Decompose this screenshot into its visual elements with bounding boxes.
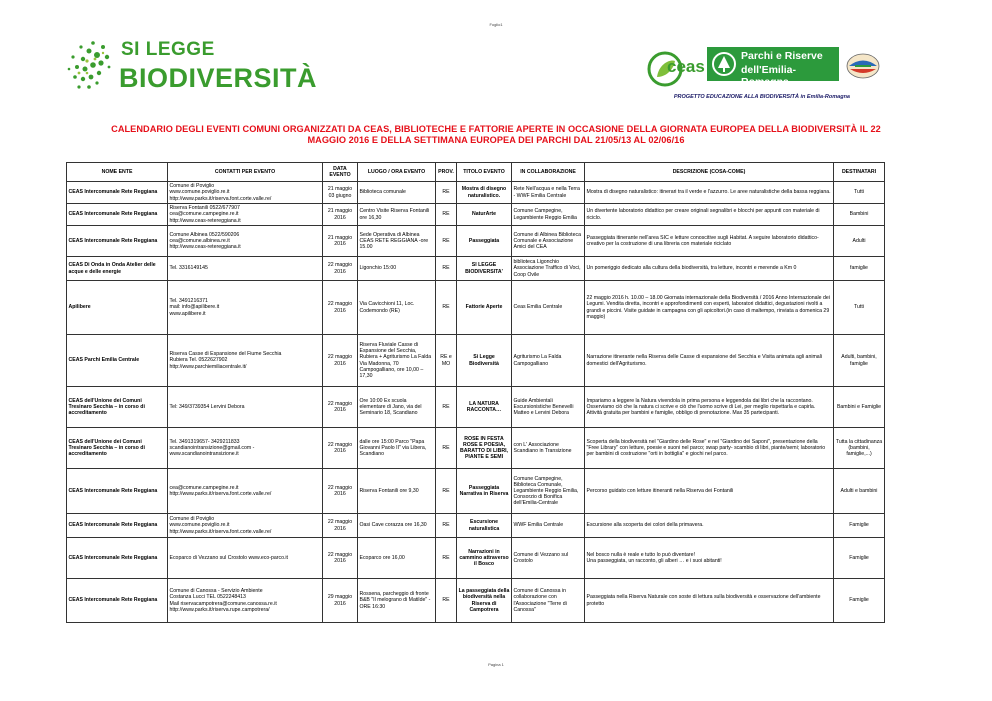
col-header: DATA EVENTO [323,163,358,182]
table-row [67,514,885,538]
region-emblem-icon [845,51,881,81]
cell-dest: Famiglie [834,579,885,623]
cell-descr: 22 maggio 2016 h. 10.00 – 18.00 Giornata internazionale della Biodiversità / 2016 Anno Internazionale dei Legumi. Vendita diretta, incontri e approfondimenti con esperti, laboratori didattici, degustazioni rivolti a grandi e piccini. Visite guidate in campagna con gli apicoltori.(in caso di maltempo, rinviata a domenica 29 maggio) [585,281,834,335]
cell-titolo: La passeggiata della biodiversità nella Riserva di Campotrera [457,579,512,623]
cell-prov: RE [436,204,457,226]
logo-text-si-legge: SI LEGGE [121,39,215,60]
cell-dest: Adulti e bambini [834,469,885,514]
cell-dest: Tutti [834,182,885,204]
table-row [67,428,885,469]
cell-luogo: Ecoparco ore 16,00 [358,538,436,579]
cell-titolo: Passeggiata [457,226,512,257]
cell-titolo: Si Legge Biodiversità [457,335,512,387]
cell-collab: Comune di Albinea Biblioteca Comunale e Associazione Amici del CEA [512,226,585,257]
cell-contatti: cea@comune.campegine.re.it http://www.parks.it/riserva.font.corte.valle.re/ [168,469,323,514]
table-row [67,204,885,226]
cell-luogo: Oasi Cave corazza ore 16,30 [358,514,436,538]
events-table [66,162,885,623]
cell-prov: RE e MO [436,335,457,387]
cell-ente: CEAS dell'Unione dei Comuni Tresinaro Secchia – in corso di accreditamento [67,387,168,428]
cell-collab: WWF Emilia Centrale [512,514,585,538]
cell-descr: Un pomeriggio dedicato alla cultura della biodiversità, tra letture, incontri e merende a Km 0 [585,257,834,281]
cell-luogo: Centro Visite Riserva Fontanili ore 16,30 [358,204,436,226]
cell-prov: RE [436,538,457,579]
cell-contatti: Tel. 3491216371 mail: info@apilibere.it www.apilibere.it [168,281,323,335]
cell-collab: Agriturismo La Falda Campogalliano [512,335,585,387]
title-line-2: MAGGIO 2016 E DELLA SETTIMANA EUROPEA DEI PARCHI DAL 21/05/13 AL 02/06/16 [307,135,685,145]
page-footer: Pagina 1 [488,662,504,667]
cell-contatti: Comune di Poviglio www.comune.poviglio.re.it http://www.parks.it/riserva.font.corte.valle.re/ [168,514,323,538]
cell-ente: CEAS Intercomunale Rete Reggiana [67,579,168,623]
cell-descr: Nel bosco nulla è reale e tutto lo può diventare! Una passeggiata, un racconto, gli alberi … e i suoi abitanti! [585,538,834,579]
cell-descr: Un divertente laboratorio didattico per creare originali segnalibri e blocchi per appunti con materiale di riciclo. [585,204,834,226]
cell-collab: Guide Ambientali Escursionistiche Benevelli Matteo e Lervini Debora [512,387,585,428]
cell-prov: RE [436,469,457,514]
cell-prov: RE [436,281,457,335]
cell-ente: CEAS Di Onda in Onda Atelier delle acque e delle energie [67,257,168,281]
parchi-logo [707,47,839,88]
cell-ente: CEAS Intercomunale Rete Reggiana [67,469,168,514]
si-legge-biodiversita-logo [63,33,318,103]
cell-luogo: dalle ore 15:00 Parco "Papa Giovanni Paolo II" via Libera, Scandiano [358,428,436,469]
cell-luogo: Ore 10:00 Ex scuola elementare di Jano, via del Seminario 18, Scandiano [358,387,436,428]
cell-luogo: Riserva Fluviale Casse di Espansione del Secchia, Rubiera + Agriturismo La Falda Via Madonna, 70 Campogalliano, ore 10,00 – 17,30 [358,335,436,387]
tree-icon [711,51,737,77]
cell-dest: Adulti, bambini, famiglie [834,335,885,387]
table-row [67,387,885,428]
page-title [60,124,932,146]
cell-ente: CEAS dell'Unione dei Comuni Tresinaro Secchia – in corso di accreditamento [67,428,168,469]
parchi-line1: Parchi e Riserve [741,50,823,62]
cell-ente: Apilibere [67,281,168,335]
cell-ente: CEAS Intercomunale Rete Reggiana [67,538,168,579]
col-header: DESTINATARI [834,163,885,182]
cell-ente: CEAS Parchi Emilia Centrale [67,335,168,387]
partner-logos [645,47,885,93]
cell-prov: RE [436,387,457,428]
table-row [67,538,885,579]
cell-contatti: Comune Albinea 0522/590206 cea@comune.albinea.re.it http://www.ceas-retereggiana.it [168,226,323,257]
cell-collab: Comune di Vezzano sul Crostolo [512,538,585,579]
cell-data: 22 maggio 2016 [323,538,358,579]
cell-luogo: Riserva Fontanili ore 9,30 [358,469,436,514]
cell-ente: CEAS Intercomunale Rete Reggiana [67,226,168,257]
cell-dest: Famiglie [834,514,885,538]
table-row [67,469,885,514]
table-row [67,335,885,387]
cell-prov: RE [436,514,457,538]
logo-text-biodiversita: BIODIVERSITÀ [119,63,318,93]
cell-descr: Passeggiata nella Riserva Naturale con soste di lettura sulla biodiversità e osservazione dell'ambiente protetto [585,579,834,623]
cell-contatti: Riserva Casse di Espansione del Fiume Secchia Rubiera Tel. 0522627902 http://www.parchiemiliacentrale.it/ [168,335,323,387]
col-header: DESCRIZIONE (COSA-COME) [585,163,834,182]
cell-collab: biblioteca Ligonchio Associazione Traffico di Voci, Coop Ovile [512,257,585,281]
ceas-logo-text: ceas [667,57,705,76]
cell-luogo: Rossena, parcheggio di fronte B&B "Il melograno di Matilde" - ORE 16:30 [358,579,436,623]
cell-luogo: Via Cavicchioni 11, Loc. Codemondo (RE) [358,281,436,335]
cell-data: 22 maggio 2016 [323,335,358,387]
table-row [67,226,885,257]
cell-prov: RE [436,226,457,257]
cell-prov: RE [436,579,457,623]
cell-collab: Comune Campegine, Legambiente Reggio Emilia [512,204,585,226]
col-header: LUOGO / ORA EVENTO [358,163,436,182]
cell-dest: Tutta la cittadinanza (bambini, famiglie,...) [834,428,885,469]
col-header: IN COLLABORAZIONE [512,163,585,182]
col-header: NOME ENTE [67,163,168,182]
table-row [67,281,885,335]
cell-descr: Percorso guidato con letture itineranti nella Riserva dei Fontanili [585,469,834,514]
cell-data: 21 maggio 2016 [323,204,358,226]
cell-titolo: NaturArte [457,204,512,226]
cell-data: 22 maggio 2016 [323,387,358,428]
cell-contatti: Tel: 349/3739354 Lervini Debora [168,387,323,428]
cell-titolo: Mostra di disegno naturalistico. [457,182,512,204]
cell-contatti: Ecoparco di Vezzano sul Crostolo www.eco-parco.it [168,538,323,579]
cell-collab: Comune di Canossa in collaborazione con l'Associazione "Terre di Canossa" [512,579,585,623]
table-row [67,579,885,623]
cell-descr: Scoperta della biodiversità nel "Giardino delle Rose" e nel "Giardino dei Saponi", presentazione della "Free Library" con letture, poesie e suoni nel parco; swap party- scambio di libri, piante/semi; laboratorio per bambini di costruzione "orti in bottiglia" e giochi nel parco. [585,428,834,469]
cell-contatti: Tel. 3316149145 [168,257,323,281]
cell-descr: Escursione alla scoperta dei colori della primavera. [585,514,834,538]
cell-titolo: SI LEGGE BIODIVERSITA' [457,257,512,281]
cell-data: 29 maggio 2016 [323,579,358,623]
cell-luogo: Ligonchio 15:00 [358,257,436,281]
table-row [67,257,885,281]
parchi-line2: dell'Emilia-Romagna [741,64,797,88]
cell-collab: Rete Nell'acqua e nella Terra - WWF Emilia Centrale [512,182,585,204]
cell-prov: RE [436,428,457,469]
cell-prov: RE [436,182,457,204]
col-header: TITOLO EVENTO [457,163,512,182]
cell-data: 21 maggio 03 giugno [323,182,358,204]
col-header: CONTATTI PER EVENTO [168,163,323,182]
project-label: PROGETTO EDUCAZIONE ALLA BIODIVERSITÀ in Emilia-Romagna [673,94,850,100]
cell-collab: Comune Campegine, Biblioteca Comunale, Legambiente Reggio Emilia, Consorzio di Bonifica dell'Emilia-Centrale [512,469,585,514]
table-row [67,182,885,204]
cell-titolo: ROSE IN FESTA ROSE E POESIA, BARATTO DI LIBRI, PIANTE E SEMI [457,428,512,469]
cell-data: 22 maggio 2016 [323,281,358,335]
cell-data: 22 maggio 2016 [323,514,358,538]
cell-contatti: Comune di Poviglio www.comune.poviglio.re.it http://www.parks.it/riserva.font.corte.valle.re/ [168,182,323,204]
table-header-row [67,163,885,182]
cell-dest: Adulti [834,226,885,257]
cell-contatti: Riserva Fontanili 0522/677907 cea@comune.campegine.re.it http://www.ceas-retereggiana.it [168,204,323,226]
cell-dest: famiglie [834,257,885,281]
cell-dest: Tutti [834,281,885,335]
cell-data: 22 maggio 2016 [323,469,358,514]
cell-collab: Ceas Emilia Centrale [512,281,585,335]
col-header: PROV. [436,163,457,182]
page-header: Foglio1 [489,22,503,27]
cell-ente: CEAS Intercomunale Rete Reggiana [67,514,168,538]
cell-luogo: Biblioteca comunale [358,182,436,204]
cell-titolo: Fattorie Aperte [457,281,512,335]
cell-descr: Passeggiata itinerante nell'area SIC e letture conoscitive sugli Habitat. A seguire laboratorio didattico-creativo per la costruzione di una libreria con materiale riciclato [585,226,834,257]
cell-contatti: Tel. 3491319657- 3429211833 scandianointransizione@gmail.com - www.scandianointransizione.it [168,428,323,469]
cell-ente: CEAS Intercomunale Rete Reggiana [67,204,168,226]
cell-data: 21 maggio 2016 [323,226,358,257]
cell-contatti: Comune di Canossa - Servizio Ambiente Costanza Lucci TEL 0522248413 Mail riservacampotrera@comune.canossa.re.it http://www.parks.it/riserva.rupe.campotrera/ [168,579,323,623]
cell-titolo: Passeggiata Narrativa in Riserva [457,469,512,514]
cell-dest: Bambini [834,204,885,226]
cell-prov: RE [436,257,457,281]
cell-ente: CEAS Intercomunale Rete Reggiana [67,182,168,204]
cell-luogo: Sede Operativa di Albinea CEAS RETE REGGIANA -ore 15.00 [358,226,436,257]
cell-titolo: Escursione naturalistica [457,514,512,538]
title-line-1: CALENDARIO DEGLI EVENTI COMUNI ORGANIZZATI DA CEAS, BIBLIOTECHE E FATTORIE APERTE IN OCCASIONE DELLA GIORNATA EUROPEA DELLA BIODIVERSITÀ IL 22 [111,124,881,134]
cell-descr: Mostra di disegno naturalistico: itinerari tra il verde e l'azzurro. Le aree naturalistiche della bassa reggiana. [585,182,834,204]
cell-descr: Impariamo a leggere la Natura vivendola in prima persona e leggendola dai libri che la raccontano. Osserviamo ciò che la natura ci scrive e ciò che l'uomo scrive di Lei, per meglio rispettarla e capirla. Attività gratuita per bambini e famiglie, obbligo di prenotazione. Max 35 partecipanti. [585,387,834,428]
cell-data: 22 maggio 2016 [323,428,358,469]
cell-titolo: LA NATURA RACCONTA… [457,387,512,428]
cell-dest: Famiglie [834,538,885,579]
cell-data: 22 maggio 2016 [323,257,358,281]
cell-collab: con L' Associazione Scandiano in Transizione [512,428,585,469]
cell-descr: Narrazione itinerante nella Riserva delle Casse di espansione del Secchia e Visita animata agli animali domestici dell'Agriturismo. [585,335,834,387]
cell-titolo: Narrazioni in cammino attraverso il Bosco [457,538,512,579]
cell-dest: Bambini e Famiglie [834,387,885,428]
